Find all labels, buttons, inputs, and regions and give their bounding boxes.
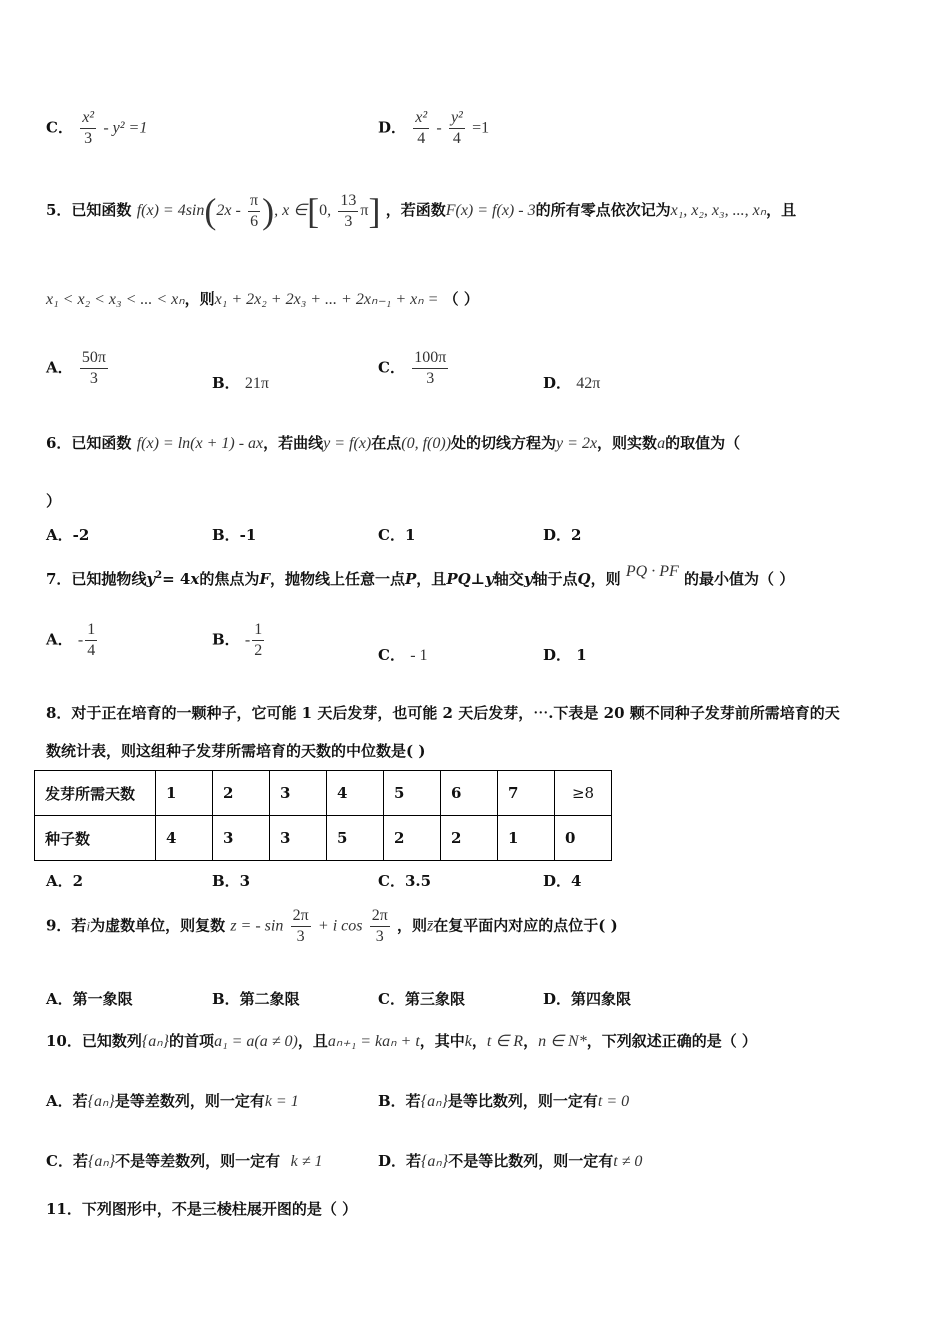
math-expr: =1 — [472, 119, 490, 137]
math-expr: k = 1 — [264, 1093, 299, 1110]
text: ， — [471, 1032, 487, 1050]
numerator: 50π — [80, 348, 108, 369]
fraction — [338, 191, 358, 232]
denominator: 4 — [417, 130, 426, 147]
table-row — [35, 771, 612, 816]
paren: ( — [204, 191, 217, 231]
table-cell: 0 — [555, 816, 612, 861]
q10-option-a — [46, 1090, 299, 1111]
text: ，抛物线上任意一点 — [270, 570, 406, 588]
text: 不是等比数列，则一定有 — [448, 1152, 614, 1170]
answer-paren: （ ） — [443, 290, 479, 308]
math-expr: {aₙ} — [87, 1153, 116, 1170]
math-expr: f(x) = 4sin — [136, 202, 205, 219]
option-label: C． — [378, 358, 405, 377]
text: ，且 — [416, 570, 447, 588]
var: y — [523, 570, 533, 588]
fraction — [370, 906, 390, 947]
paren: ] — [368, 191, 381, 231]
table-cell: 7 — [498, 771, 555, 816]
q5-stem-line1 — [46, 190, 796, 232]
q5-option-d — [543, 372, 600, 393]
option-label: D． — [543, 646, 572, 664]
option-label: B． — [212, 374, 240, 392]
fraction — [85, 620, 97, 661]
q8-stem-line1: 8．对于正在培育的一颗种子，它可能 1 天后发芽，也可能 2 天后发芽，⋯.下表是 20 颗不同种子发芽前所需培育的天 — [46, 704, 840, 722]
table-header-cell: 种子数 — [35, 816, 156, 861]
text: 在点 — [371, 434, 402, 452]
q10-option-b — [378, 1090, 629, 1111]
fraction — [291, 906, 311, 947]
var: y — [146, 570, 156, 588]
text: 不是等差数列，则一定有 — [115, 1152, 281, 1170]
math-expr: z̄ — [427, 917, 434, 935]
math-expr: F(x) = f(x) - 3 — [445, 202, 536, 219]
math-expr: y = f(x) — [323, 435, 372, 452]
table-cell: 2 — [441, 816, 498, 861]
option-label: C．若 — [46, 1152, 88, 1170]
numerator: 13 — [338, 191, 358, 212]
math-expr: t ≠ 0 — [613, 1153, 643, 1170]
q7-option-d — [543, 644, 587, 665]
math-expr: x₁ < x₂ < x₃ < ... < xₙ — [46, 291, 185, 308]
math-expr: 2x - — [216, 202, 241, 219]
denominator: 3 — [84, 130, 93, 147]
var: P — [405, 570, 417, 588]
q9-option-d: D．第四象限 — [543, 990, 632, 1008]
math-expr: PQ · PF — [625, 563, 679, 580]
table-cell: 4 — [327, 771, 384, 816]
answer-paren: ） — [46, 492, 62, 510]
q6-option-d: D．2 — [543, 526, 582, 544]
math-expr: x₁, x₂, x₃, ..., xₙ — [670, 202, 767, 219]
q5-prefix: 5．已知函数 — [46, 201, 132, 219]
text: ，且 — [297, 1032, 328, 1050]
text: 的首项 — [169, 1032, 215, 1050]
q8-option-a: A．2 — [46, 872, 84, 890]
math-expr: i — [86, 918, 91, 934]
text: 是等比数列，则一定有 — [447, 1092, 598, 1110]
math-expr: {aₙ} — [420, 1093, 448, 1110]
text: 轴于点 — [532, 570, 578, 588]
fraction — [449, 108, 465, 149]
math-expr: - — [77, 631, 84, 649]
table-cell: 5 — [384, 771, 441, 816]
table-header-cell: 发芽所需天数 — [35, 771, 156, 816]
math-expr: {aₙ} — [87, 1093, 115, 1110]
math-expr: n ∈ N* — [538, 1033, 587, 1050]
math-expr: f(x) = ln(x + 1) - ax — [136, 435, 264, 452]
text: ⊥ — [470, 570, 486, 588]
text: ， — [523, 1032, 539, 1050]
q9-option-a: A．第一象限 — [46, 990, 133, 1008]
option-label: C． — [378, 646, 405, 664]
math-expr: z = - sin — [230, 917, 284, 935]
paren: [ — [307, 191, 320, 231]
option-label: D． — [378, 118, 407, 137]
table-cell: 6 — [441, 771, 498, 816]
text: 的取值为（ — [665, 434, 741, 452]
denominator: 4 — [87, 642, 96, 659]
text: 的焦点为 — [199, 570, 260, 588]
numerator: 1 — [85, 620, 97, 641]
fraction — [252, 620, 264, 661]
q9-stem — [46, 906, 618, 947]
text: ，则 — [397, 916, 428, 935]
q4-option-d — [378, 108, 489, 149]
math-expr: - y² =1 — [103, 119, 148, 137]
q6-stem-close — [46, 490, 61, 511]
math-expr: 42π — [576, 375, 601, 392]
denominator: 6 — [250, 212, 259, 230]
text: 10．已知数列 — [46, 1032, 142, 1050]
table-cell: 1 — [156, 771, 213, 816]
text: ，若曲线 — [263, 434, 324, 452]
fraction — [80, 108, 96, 149]
q6-option-a: A．-2 — [46, 526, 90, 544]
math-expr: , x ∈ — [274, 202, 308, 219]
var: Q — [577, 570, 591, 588]
text: 的最小值为（ ） — [683, 570, 795, 588]
math-expr: - — [244, 631, 251, 649]
option-label: B．若 — [378, 1092, 421, 1110]
denominator: 4 — [452, 130, 461, 147]
table-cell: 3 — [213, 816, 270, 861]
q9-option-c: C．第三象限 — [378, 990, 465, 1008]
text: ，其中 — [419, 1032, 465, 1050]
q7-option-c — [378, 644, 428, 665]
option-label: C． — [46, 118, 73, 137]
text: ，下列叙述正确的是（ ） — [586, 1032, 757, 1050]
denominator: 2 — [254, 642, 263, 659]
math-expr: {aₙ} — [421, 1153, 449, 1170]
q7-stem — [46, 563, 795, 589]
math-expr: π — [360, 202, 369, 219]
q7-option-b — [212, 620, 266, 661]
math-expr: k — [464, 1033, 472, 1050]
text: 为虚数单位，则复数 — [90, 916, 226, 935]
numerator: y² — [449, 108, 465, 129]
q7-option-a — [46, 620, 99, 661]
denominator: 3 — [296, 928, 305, 945]
option-label: D．若 — [378, 1152, 422, 1170]
option-label: A． — [46, 630, 73, 649]
table-cell: 1 — [498, 816, 555, 861]
var: y — [485, 570, 494, 588]
q4-option-c — [46, 108, 147, 149]
option-value: 1 — [576, 646, 587, 664]
math-expr: 21π — [244, 375, 269, 392]
text: ，则 — [184, 290, 215, 308]
table-row — [35, 816, 612, 861]
q5-stem-line2 — [46, 288, 479, 309]
q8-option-b: B．3 — [212, 872, 251, 890]
text: 处的切线方程为 — [451, 434, 557, 452]
text: 9．若 — [46, 916, 87, 935]
math-expr: k ≠ 1 — [290, 1153, 323, 1170]
q8-stem-line2: 数统计表，则这组种子发芽所需培育的天数的中位数是( ) — [46, 742, 426, 760]
numerator: 100π — [412, 348, 448, 369]
q6-option-b: B．-1 — [212, 526, 257, 544]
var: x — [190, 570, 200, 588]
q6-option-c: C．1 — [378, 526, 416, 544]
q10-option-d — [378, 1150, 642, 1171]
math-expr: t ∈ R — [486, 1033, 524, 1050]
math-expr: t = 0 — [597, 1093, 630, 1110]
denominator: 3 — [426, 370, 435, 387]
q10-option-c — [46, 1150, 322, 1171]
q9-option-b: B．第二象限 — [212, 990, 300, 1008]
numerator: x² — [80, 108, 96, 129]
text: ，则 — [590, 570, 621, 588]
q8-option-d: D．4 — [543, 872, 582, 890]
paren: ) — [262, 191, 275, 231]
denominator: 3 — [344, 212, 353, 230]
table-cell: 4 — [156, 816, 213, 861]
q6-prefix: 6．已知函数 — [46, 434, 132, 452]
text: 在复平面内对应的点位于( ) — [433, 916, 618, 935]
q5-option-c — [378, 348, 450, 389]
math-expr: x₁ + 2x₂ + 2x₃ + ... + 2xₙ₋₁ + xₙ = — [214, 291, 439, 308]
q5-option-b — [212, 372, 269, 393]
math-expr: - — [436, 119, 442, 137]
var: PQ — [446, 570, 471, 588]
sup: 2 — [155, 570, 163, 581]
table-cell: ≥8 — [555, 771, 612, 816]
table-cell: 2 — [213, 771, 270, 816]
numerator: π — [248, 191, 260, 212]
denominator: 3 — [375, 928, 384, 945]
math-expr: 0, — [319, 202, 332, 219]
option-label: D． — [543, 374, 572, 392]
text: = 4 — [162, 570, 191, 588]
q8-option-c: C．3.5 — [378, 872, 432, 890]
q5-option-a — [46, 348, 110, 389]
q11-stem: 11．下列图形中，不是三棱柱展开图的是（ ） — [46, 1200, 358, 1218]
math-expr: (0, f(0)) — [401, 435, 452, 452]
var: F — [259, 570, 270, 588]
text: ，则实数 — [597, 434, 658, 452]
text: 轴交 — [493, 570, 524, 588]
option-label: A． — [46, 358, 73, 377]
fraction — [248, 191, 260, 232]
numerator: x² — [413, 108, 429, 129]
math-expr: {aₙ} — [141, 1033, 170, 1050]
q6-stem — [46, 432, 740, 453]
math-expr: aₙ₊₁ = kaₙ + t — [327, 1033, 420, 1050]
option-label: A．若 — [46, 1092, 88, 1110]
table-cell: 3 — [270, 816, 327, 861]
text: 的所有零点依次记为 — [535, 201, 671, 219]
table-cell: 2 — [384, 816, 441, 861]
fraction — [412, 348, 448, 389]
math-expr: + i cos — [317, 917, 363, 935]
math-expr: a₁ = a(a ≠ 0) — [214, 1033, 298, 1050]
math-expr: y = 2x — [556, 435, 598, 452]
numerator: 2π — [370, 906, 390, 927]
fraction — [80, 348, 108, 389]
germination-table — [34, 770, 612, 861]
numerator: 1 — [252, 620, 264, 641]
numerator: 2π — [291, 906, 311, 927]
denominator: 3 — [89, 370, 98, 387]
table-cell: 3 — [270, 771, 327, 816]
q10-stem — [46, 1030, 757, 1051]
text: ，且 — [766, 201, 797, 219]
math-expr: - 1 — [410, 647, 428, 664]
option-label: B． — [212, 630, 240, 649]
text: ，若函数 — [385, 201, 446, 219]
text: 是等差数列，则一定有 — [114, 1092, 265, 1110]
table-cell: 5 — [327, 816, 384, 861]
fraction — [413, 108, 429, 149]
math-expr: a — [657, 435, 666, 452]
text: 7．已知抛物线 — [46, 570, 147, 588]
